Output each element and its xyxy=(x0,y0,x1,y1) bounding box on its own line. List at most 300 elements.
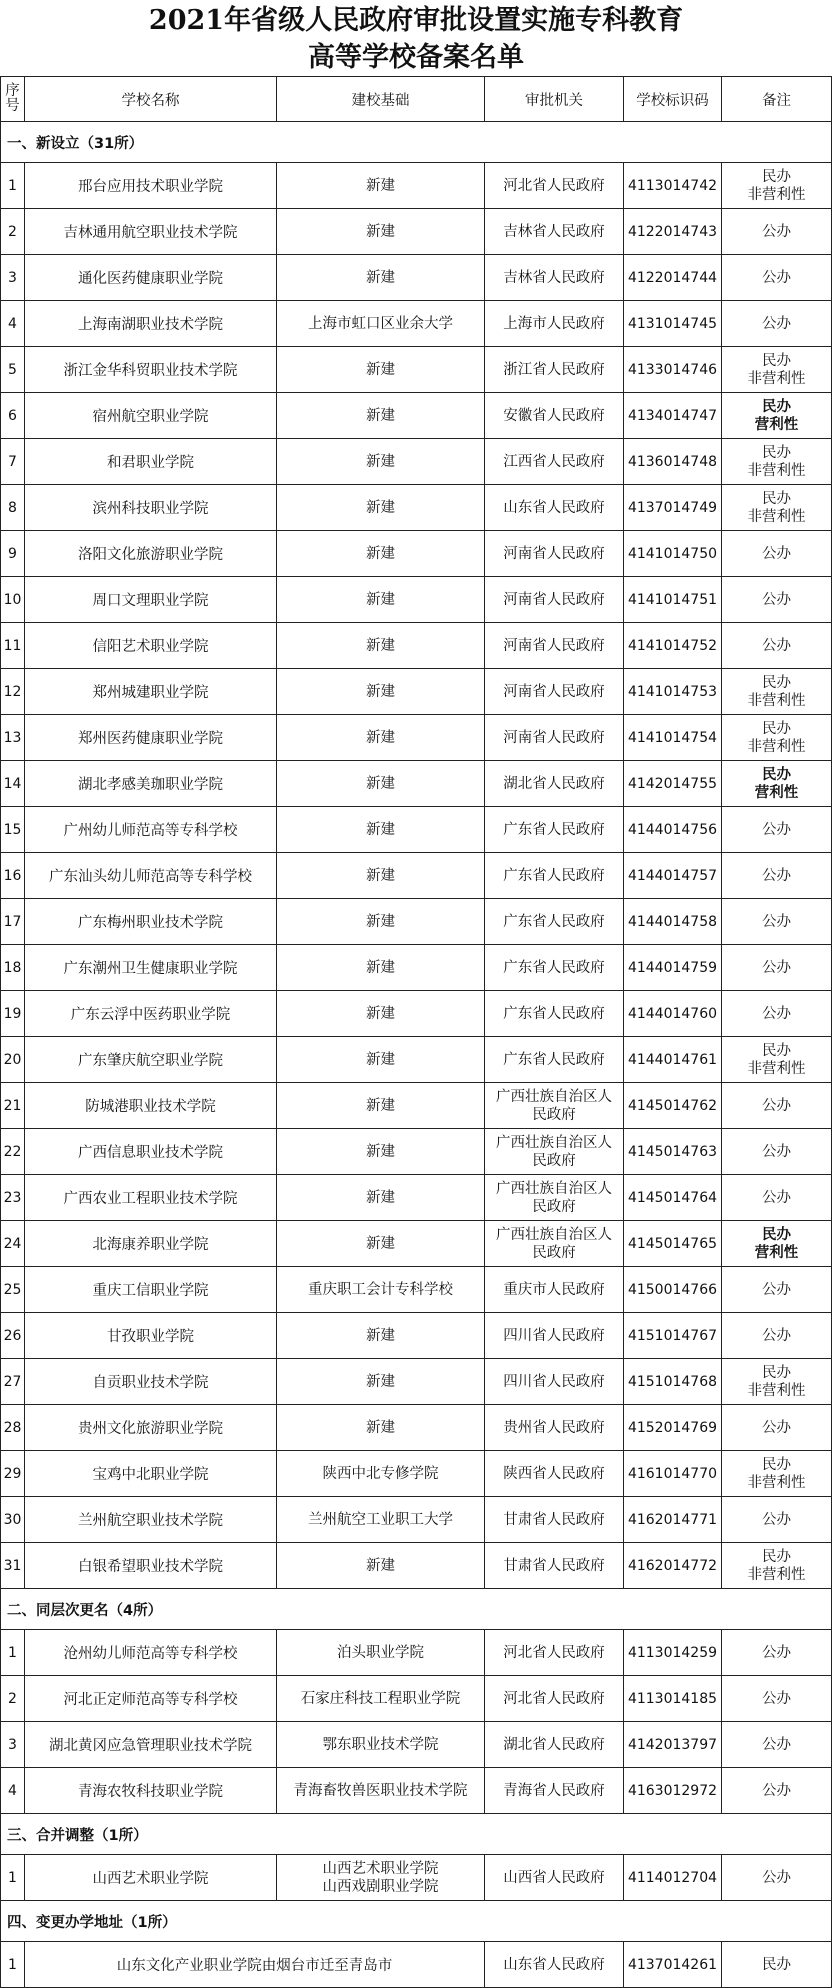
row-basis xyxy=(277,347,485,393)
row-note-line: 营利性 xyxy=(754,416,799,433)
table-row xyxy=(1,623,832,669)
row-school-name: 通化医药健康职业学院 xyxy=(25,255,277,301)
row-school-name: 上海南湖职业技术学院 xyxy=(25,301,277,347)
row-authority xyxy=(485,1451,624,1497)
row-code: 4113014742 xyxy=(624,163,722,209)
row-code: 4113014259 xyxy=(624,1630,722,1676)
row-note-line: 公办 xyxy=(762,1869,791,1886)
row-code: 4152014769 xyxy=(624,1405,722,1451)
row-basis-line: 上海市虹口区业余大学 xyxy=(308,315,453,332)
row-basis-line: 新建 xyxy=(366,1005,395,1022)
row-basis-line: 山西戏剧职业学院 xyxy=(322,1878,439,1895)
row-basis xyxy=(277,623,485,669)
row-authority-line: 上海市人民政府 xyxy=(503,315,605,332)
row-school-name: 广西信息职业技术学院 xyxy=(25,1129,277,1175)
row-school-name: 周口文理职业学院 xyxy=(25,577,277,623)
row-authority-line: 吉林省人民政府 xyxy=(503,223,605,240)
row-note xyxy=(722,1722,832,1768)
row-code: 4162014772 xyxy=(624,1543,722,1589)
row-note xyxy=(722,255,832,301)
row-school-name: 甘孜职业学院 xyxy=(25,1313,277,1359)
row-authority-line: 湖北省人民政府 xyxy=(503,775,605,792)
row-authority-line: 河南省人民政府 xyxy=(503,637,605,654)
row-seq: 9 xyxy=(1,531,25,577)
row-note-line: 公办 xyxy=(762,1327,791,1344)
row-note xyxy=(722,715,832,761)
row-authority-line: 浙江省人民政府 xyxy=(503,361,605,378)
row-basis-line: 新建 xyxy=(366,913,395,930)
row-note-line: 民办 xyxy=(762,1956,791,1973)
table-row xyxy=(1,485,832,531)
row-note-line: 公办 xyxy=(762,1143,791,1160)
row-basis xyxy=(277,1405,485,1451)
row-authority-line: 广西壮族自治区人 xyxy=(496,1134,612,1151)
section-title: 四、变更办学地址（1所） xyxy=(1,1901,832,1942)
row-note-line: 公办 xyxy=(762,1419,791,1436)
row-basis-line: 新建 xyxy=(366,637,395,654)
row-note xyxy=(722,1175,832,1221)
row-seq: 1 xyxy=(1,163,25,209)
row-note-line: 公办 xyxy=(762,1690,791,1707)
header-authority: 审批机关 xyxy=(485,77,624,122)
row-seq: 13 xyxy=(1,715,25,761)
row-note-line: 民办 xyxy=(762,674,791,691)
row-authority-line: 安徽省人民政府 xyxy=(503,407,605,424)
school-roster-table xyxy=(0,76,832,1988)
row-basis xyxy=(277,1359,485,1405)
row-basis xyxy=(277,761,485,807)
row-code: 4150014766 xyxy=(624,1267,722,1313)
row-note xyxy=(722,1083,832,1129)
row-school-name: 广西农业工程职业技术学院 xyxy=(25,1175,277,1221)
row-seq: 2 xyxy=(1,1676,25,1722)
row-basis-line: 新建 xyxy=(366,959,395,976)
row-authority-line: 河南省人民政府 xyxy=(503,545,605,562)
row-note-line: 公办 xyxy=(762,1644,791,1661)
row-school-name: 广东云浮中医药职业学院 xyxy=(25,991,277,1037)
row-seq: 4 xyxy=(1,301,25,347)
row-note-line: 公办 xyxy=(762,637,791,654)
row-note-line: 公办 xyxy=(762,1736,791,1753)
row-basis xyxy=(277,1543,485,1589)
row-authority xyxy=(485,393,624,439)
table-row xyxy=(1,1676,832,1722)
row-school-name: 洛阳文化旅游职业学院 xyxy=(25,531,277,577)
row-code: 4145014765 xyxy=(624,1221,722,1267)
row-basis-line: 新建 xyxy=(366,775,395,792)
table-row xyxy=(1,853,832,899)
row-authority xyxy=(485,945,624,991)
row-note-line: 民办 xyxy=(762,1042,791,1059)
row-school-name: 宝鸡中北职业学院 xyxy=(25,1451,277,1497)
row-note-line: 民办 xyxy=(762,1456,791,1473)
table-row xyxy=(1,761,832,807)
row-school-name: 山西艺术职业学院 xyxy=(25,1855,277,1901)
row-authority-line: 重庆市人民政府 xyxy=(503,1281,605,1298)
row-basis xyxy=(277,1037,485,1083)
row-seq: 27 xyxy=(1,1359,25,1405)
table-row xyxy=(1,1175,832,1221)
row-seq: 4 xyxy=(1,1768,25,1814)
row-school-name: 广州幼儿师范高等专科学校 xyxy=(25,807,277,853)
row-code: 4144014756 xyxy=(624,807,722,853)
row-code: 4133014746 xyxy=(624,347,722,393)
row-authority-line: 河北省人民政府 xyxy=(503,1644,605,1661)
row-authority xyxy=(485,1722,624,1768)
row-school-name: 自贡职业技术学院 xyxy=(25,1359,277,1405)
table-row xyxy=(1,531,832,577)
row-code: 4162014771 xyxy=(624,1497,722,1543)
row-code: 4151014768 xyxy=(624,1359,722,1405)
row-basis xyxy=(277,1267,485,1313)
row-authority xyxy=(485,439,624,485)
row-note-line: 公办 xyxy=(762,821,791,838)
row-note-line: 营利性 xyxy=(754,1244,799,1261)
row-note xyxy=(722,163,832,209)
row-seq: 1 xyxy=(1,1942,25,1988)
row-basis xyxy=(277,577,485,623)
row-note-line: 民办 xyxy=(762,766,791,783)
row-authority xyxy=(485,715,624,761)
row-school-name: 郑州医药健康职业学院 xyxy=(25,715,277,761)
row-authority-line: 甘肃省人民政府 xyxy=(503,1511,605,1528)
row-note xyxy=(722,899,832,945)
row-code: 4144014761 xyxy=(624,1037,722,1083)
table-row xyxy=(1,1037,832,1083)
row-seq: 2 xyxy=(1,209,25,255)
row-authority-line: 广东省人民政府 xyxy=(503,959,605,976)
row-basis-line: 鄂东职业技术学院 xyxy=(322,1736,439,1753)
row-note-line: 公办 xyxy=(762,959,791,976)
row-note-line: 民办 xyxy=(762,444,791,461)
row-note xyxy=(722,1221,832,1267)
row-note-line: 公办 xyxy=(762,1281,791,1298)
row-authority xyxy=(485,1676,624,1722)
row-basis xyxy=(277,1768,485,1814)
row-code: 4137014261 xyxy=(624,1942,722,1988)
row-basis xyxy=(277,715,485,761)
row-basis-line: 重庆职工会计专科学校 xyxy=(308,1281,453,1298)
row-basis-line: 新建 xyxy=(366,1327,395,1344)
table-row xyxy=(1,163,832,209)
row-basis xyxy=(277,945,485,991)
table-row xyxy=(1,301,832,347)
row-note-line: 非营利性 xyxy=(747,508,806,525)
row-note-line: 民办 xyxy=(762,352,791,369)
row-authority xyxy=(485,623,624,669)
row-note xyxy=(722,1543,832,1589)
row-code: 4114012704 xyxy=(624,1855,722,1901)
row-note xyxy=(722,1676,832,1722)
row-code: 4144014758 xyxy=(624,899,722,945)
row-authority-line: 广东省人民政府 xyxy=(503,1051,605,1068)
row-code: 4134014747 xyxy=(624,393,722,439)
row-note-line: 民办 xyxy=(762,398,791,415)
table-row xyxy=(1,1313,832,1359)
row-seq: 19 xyxy=(1,991,25,1037)
row-school-name: 青海农牧科技职业学院 xyxy=(25,1768,277,1814)
row-basis-line: 兰州航空工业职工大学 xyxy=(308,1511,453,1528)
row-note-line: 公办 xyxy=(762,867,791,884)
row-note xyxy=(722,1359,832,1405)
row-seq: 12 xyxy=(1,669,25,715)
row-authority-line: 广西壮族自治区人 xyxy=(496,1088,612,1105)
row-authority xyxy=(485,301,624,347)
row-note-line: 非营利性 xyxy=(747,1060,806,1077)
row-note xyxy=(722,623,832,669)
row-code: 4163012972 xyxy=(624,1768,722,1814)
row-note-line: 非营利性 xyxy=(747,370,806,387)
row-basis-line: 新建 xyxy=(366,1419,395,1436)
row-school-name: 沧州幼儿师范高等专科学校 xyxy=(25,1630,277,1676)
row-seq: 11 xyxy=(1,623,25,669)
row-authority xyxy=(485,1221,624,1267)
row-basis-line: 泊头职业学院 xyxy=(337,1644,424,1661)
header-name: 学校名称 xyxy=(25,77,277,122)
row-authority xyxy=(485,1267,624,1313)
row-school-name: 重庆工信职业学院 xyxy=(25,1267,277,1313)
row-basis xyxy=(277,1313,485,1359)
row-seq: 30 xyxy=(1,1497,25,1543)
row-authority-line: 广东省人民政府 xyxy=(503,821,605,838)
row-authority xyxy=(485,347,624,393)
row-authority xyxy=(485,807,624,853)
row-authority-line: 广东省人民政府 xyxy=(503,867,605,884)
section-row xyxy=(1,1589,832,1630)
row-code: 4141014750 xyxy=(624,531,722,577)
row-authority xyxy=(485,853,624,899)
section-row xyxy=(1,1901,832,1942)
row-seq: 3 xyxy=(1,255,25,301)
row-basis xyxy=(277,1630,485,1676)
row-note xyxy=(722,945,832,991)
table-row xyxy=(1,1543,832,1589)
row-note xyxy=(722,991,832,1037)
table-row xyxy=(1,209,832,255)
row-authority-line: 广西壮族自治区人 xyxy=(496,1180,612,1197)
row-authority xyxy=(485,209,624,255)
row-code: 4145014764 xyxy=(624,1175,722,1221)
row-basis-line: 新建 xyxy=(366,361,395,378)
row-note-line: 公办 xyxy=(762,269,791,286)
row-basis-line: 新建 xyxy=(366,867,395,884)
row-seq: 7 xyxy=(1,439,25,485)
row-basis xyxy=(277,1129,485,1175)
row-code: 4141014754 xyxy=(624,715,722,761)
row-basis-line: 新建 xyxy=(366,269,395,286)
table-row xyxy=(1,1221,832,1267)
row-school-name: 河北正定师范高等专科学校 xyxy=(25,1676,277,1722)
row-school-name: 吉林通用航空职业技术学院 xyxy=(25,209,277,255)
row-seq: 20 xyxy=(1,1037,25,1083)
row-seq: 24 xyxy=(1,1221,25,1267)
row-seq: 8 xyxy=(1,485,25,531)
row-seq: 17 xyxy=(1,899,25,945)
row-code: 4113014185 xyxy=(624,1676,722,1722)
row-seq: 6 xyxy=(1,393,25,439)
row-seq: 1 xyxy=(1,1630,25,1676)
row-authority xyxy=(485,1405,624,1451)
row-basis-line: 青海畜牧兽医职业技术学院 xyxy=(293,1782,468,1799)
row-code: 4142014755 xyxy=(624,761,722,807)
header-note: 备注 xyxy=(722,77,832,122)
row-note-line: 公办 xyxy=(762,913,791,930)
row-note-line: 公办 xyxy=(762,545,791,562)
row-basis-line: 陕西中北专修学院 xyxy=(322,1465,439,1482)
row-seq: 14 xyxy=(1,761,25,807)
row-authority-line: 民政府 xyxy=(532,1152,576,1169)
row-authority-line: 民政府 xyxy=(532,1198,576,1215)
row-basis xyxy=(277,1175,485,1221)
row-authority-line: 广东省人民政府 xyxy=(503,913,605,930)
table-row xyxy=(1,1405,832,1451)
row-authority-line: 江西省人民政府 xyxy=(503,453,605,470)
row-code: 4137014749 xyxy=(624,485,722,531)
row-authority-line: 河北省人民政府 xyxy=(503,177,605,194)
row-authority xyxy=(485,761,624,807)
table-row xyxy=(1,945,832,991)
row-authority-line: 青海省人民政府 xyxy=(503,1782,605,1799)
row-basis xyxy=(277,899,485,945)
row-code: 4144014759 xyxy=(624,945,722,991)
row-seq: 16 xyxy=(1,853,25,899)
row-seq: 26 xyxy=(1,1313,25,1359)
table-row xyxy=(1,1083,832,1129)
row-authority-line: 陕西省人民政府 xyxy=(503,1465,605,1482)
row-authority-line: 吉林省人民政府 xyxy=(503,269,605,286)
header-basis: 建校基础 xyxy=(277,77,485,122)
row-school-name: 湖北黄冈应急管理职业技术学院 xyxy=(25,1722,277,1768)
row-note-line: 营利性 xyxy=(754,784,799,801)
row-note xyxy=(722,301,832,347)
table-row xyxy=(1,347,832,393)
row-authority-line: 四川省人民政府 xyxy=(503,1327,605,1344)
row-basis xyxy=(277,163,485,209)
row-basis xyxy=(277,1083,485,1129)
table-row xyxy=(1,1855,832,1901)
row-authority-line: 河南省人民政府 xyxy=(503,591,605,608)
row-seq: 5 xyxy=(1,347,25,393)
row-seq: 28 xyxy=(1,1405,25,1451)
title-line-1: 2021年省级人民政府审批设置实施专科教育 xyxy=(148,5,684,36)
row-authority-line: 四川省人民政府 xyxy=(503,1373,605,1390)
row-basis xyxy=(277,1497,485,1543)
row-note-line: 民办 xyxy=(762,720,791,737)
row-school-name: 兰州航空职业技术学院 xyxy=(25,1497,277,1543)
row-authority xyxy=(485,163,624,209)
row-basis xyxy=(277,393,485,439)
row-note xyxy=(722,439,832,485)
row-authority xyxy=(485,1037,624,1083)
row-code: 4145014763 xyxy=(624,1129,722,1175)
document-title xyxy=(0,0,832,76)
row-note xyxy=(722,1313,832,1359)
row-basis xyxy=(277,209,485,255)
row-note-line: 公办 xyxy=(762,315,791,332)
row-school-name: 北海康养职业学院 xyxy=(25,1221,277,1267)
row-note-line: 非营利性 xyxy=(747,692,806,709)
row-basis xyxy=(277,1676,485,1722)
row-basis-line: 山西艺术职业学院 xyxy=(322,1860,439,1877)
row-note xyxy=(722,347,832,393)
row-school-name: 广东梅州职业技术学院 xyxy=(25,899,277,945)
table-row xyxy=(1,1722,832,1768)
row-basis xyxy=(277,991,485,1037)
row-note xyxy=(722,1630,832,1676)
row-seq: 18 xyxy=(1,945,25,991)
row-authority-line: 民政府 xyxy=(532,1106,576,1123)
row-basis xyxy=(277,807,485,853)
row-code: 4161014770 xyxy=(624,1451,722,1497)
table-row xyxy=(1,669,832,715)
row-basis-line: 新建 xyxy=(366,177,395,194)
table-row xyxy=(1,1497,832,1543)
row-authority-line: 湖北省人民政府 xyxy=(503,1736,605,1753)
table-row xyxy=(1,1451,832,1497)
row-school-name: 邢台应用技术职业学院 xyxy=(25,163,277,209)
row-code: 4141014752 xyxy=(624,623,722,669)
row-basis-line: 新建 xyxy=(366,545,395,562)
row-basis-line: 新建 xyxy=(366,499,395,516)
table-row xyxy=(1,1768,832,1814)
row-authority-line: 山西省人民政府 xyxy=(503,1869,605,1886)
row-basis-line: 新建 xyxy=(366,1143,395,1160)
row-code: 4141014753 xyxy=(624,669,722,715)
header-seq: 序号 xyxy=(1,77,25,122)
row-note-line: 民办 xyxy=(762,1364,791,1381)
row-note-line: 民办 xyxy=(762,1226,791,1243)
row-code: 4144014757 xyxy=(624,853,722,899)
row-authority xyxy=(485,1129,624,1175)
row-seq: 1 xyxy=(1,1855,25,1901)
row-school-name: 广东潮州卫生健康职业学院 xyxy=(25,945,277,991)
row-basis xyxy=(277,531,485,577)
row-note-line: 公办 xyxy=(762,591,791,608)
row-school-name: 广东汕头幼儿师范高等专科学校 xyxy=(25,853,277,899)
title-line-2: 高等学校备案名单 xyxy=(308,42,524,73)
row-note xyxy=(722,1037,832,1083)
row-code: 4144014760 xyxy=(624,991,722,1037)
row-school-name: 滨州科技职业学院 xyxy=(25,485,277,531)
row-basis-line: 新建 xyxy=(366,821,395,838)
row-authority-line: 甘肃省人民政府 xyxy=(503,1557,605,1574)
row-basis-line: 新建 xyxy=(366,729,395,746)
row-basis xyxy=(277,255,485,301)
row-authority xyxy=(485,991,624,1037)
section-title: 三、合并调整（1所） xyxy=(1,1814,832,1855)
row-basis-line: 新建 xyxy=(366,1557,395,1574)
row-authority-line: 河北省人民政府 xyxy=(503,1690,605,1707)
row-school-name: 宿州航空职业学院 xyxy=(25,393,277,439)
table-row xyxy=(1,899,832,945)
row-note xyxy=(722,1855,832,1901)
row-seq: 22 xyxy=(1,1129,25,1175)
row-note xyxy=(722,761,832,807)
row-note xyxy=(722,1267,832,1313)
row-authority xyxy=(485,899,624,945)
row-note xyxy=(722,209,832,255)
header-code: 学校标识码 xyxy=(624,77,722,122)
row-note xyxy=(722,669,832,715)
row-basis xyxy=(277,853,485,899)
row-note xyxy=(722,1405,832,1451)
row-authority xyxy=(485,577,624,623)
row-note xyxy=(722,853,832,899)
header-row xyxy=(1,77,832,122)
row-authority-line: 广西壮族自治区人 xyxy=(496,1226,612,1243)
row-authority xyxy=(485,1359,624,1405)
row-basis xyxy=(277,1722,485,1768)
